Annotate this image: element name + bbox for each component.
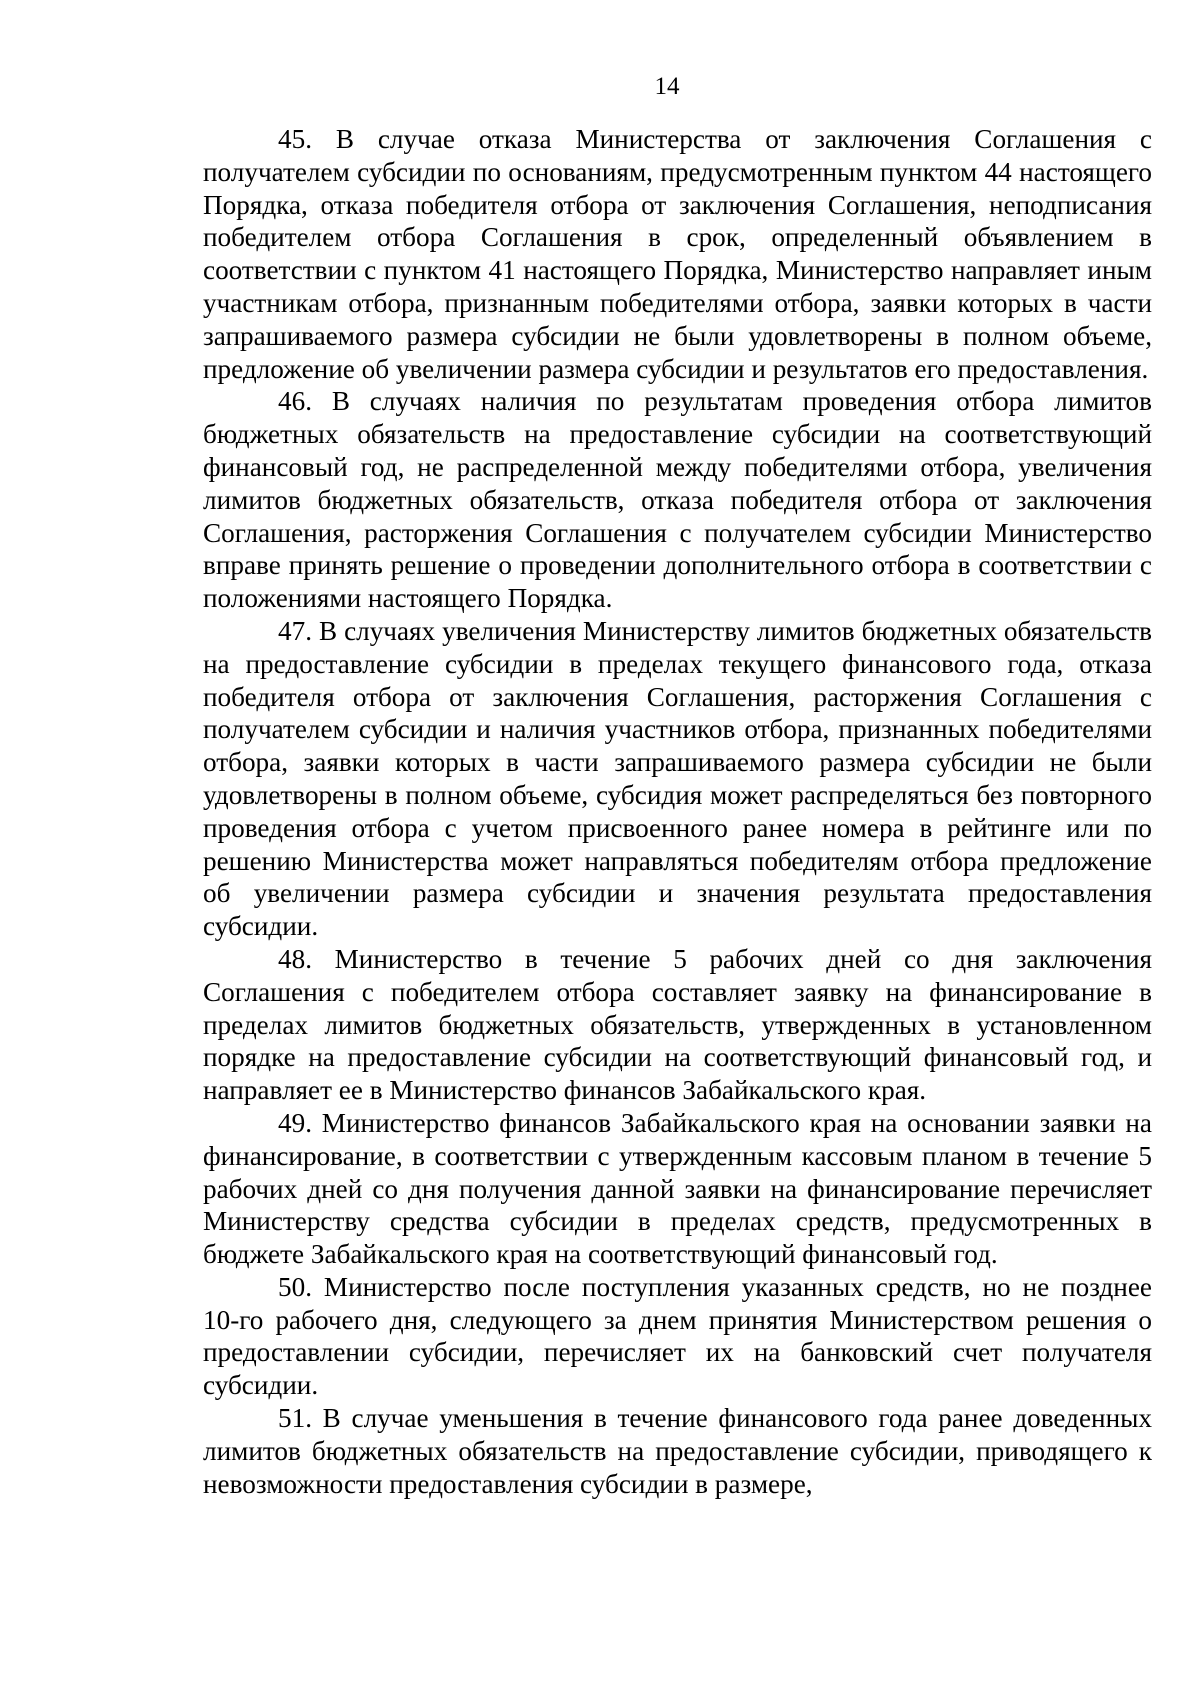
paragraph-47: 47. В случаях увеличения Министерству лимитов бюджетных обязательств на предоставление субсидии в пределах текущего финансового года, отказа победителя отбора от заключения Соглашения, расторжения Соглашения с получателем субсидии и наличия участников отбора, признанных победителями отбора, заявки которых в части запрашиваемого размера субсидии не были удовлетворены в полном объеме, субсидия может распределяться без повторного проведения отбора с учетом присвоенного ранее номера в рейтинге или по решению Министерства может направляться победителям отбора предложение об увеличении размера субсидии и значения результата предоставления субсидии. — [203, 615, 1152, 942]
paragraph-49: 49. Министерство финансов Забайкальского края на основании заявки на финансирование, в соответствии с утвержденным кассовым планом в течение 5 рабочих дней со дня получения данной заявки на финансирование перечисляет Министерству средства субсидии в пределах средств, предусмотренных в бюджете Забайкальского края на соответствующий финансовый год. — [203, 1107, 1152, 1270]
paragraph-45: 45. В случае отказа Министерства от заключения Соглашения с получателем субсидии по основаниям, предусмотренным пунктом 44 настоящего Порядка, отказа победителя отбора от заключения Соглашения, неподписания победителем отбора Соглашения в срок, определенный объявлением в соответствии с пунктом 41 настоящего Порядка, Министерство направляет иным участникам отбора, признанным победителями отбора, заявки которых в части запрашиваемого размера субсидии не были удовлетворены в полном объеме, предложение об увеличении размера субсидии и результатов его предоставления. — [203, 124, 1152, 384]
paragraph-51: 51. В случае уменьшения в течение финансового года ранее доведенных лимитов бюджетных обязательств на предоставление субсидии, приводящего к невозможности предоставления субсидии в размере, — [203, 1403, 1152, 1499]
paragraph-46: 46. В случаях наличия по результатам проведения отбора лимитов бюджетных обязательств на предоставление субсидии на соответствующий финансовый год, не распределенной между победителями отбора, увеличения лимитов бюджетных обязательств, отказа победителя отбора от заключения Соглашения, расторжения Соглашения с получателем субсидии Министерство вправе принять решение о проведении дополнительного отбора в соответствии с положениями настоящего Порядка. — [203, 386, 1152, 614]
document-body — [203, 123, 1152, 1500]
page-number: 14 — [654, 73, 680, 100]
paragraph-50: 50. Министерство после поступления указанных средств, но не позднее 10-го рабочего дня, следующего за днем принятия Министерством решения о предоставлении субсидии, перечисляет их на банковский счет получателя субсидии. — [203, 1271, 1152, 1401]
paragraph-48: 48. Министерство в течение 5 рабочих дней со дня заключения Соглашения с победителем отбора составляет заявку на финансирование в пределах лимитов бюджетных обязательств, утвержденных в установленном порядке на предоставление субсидии на соответствующий финансовый год, и направляет ее в Министерство финансов Забайкальского края. — [203, 943, 1152, 1106]
